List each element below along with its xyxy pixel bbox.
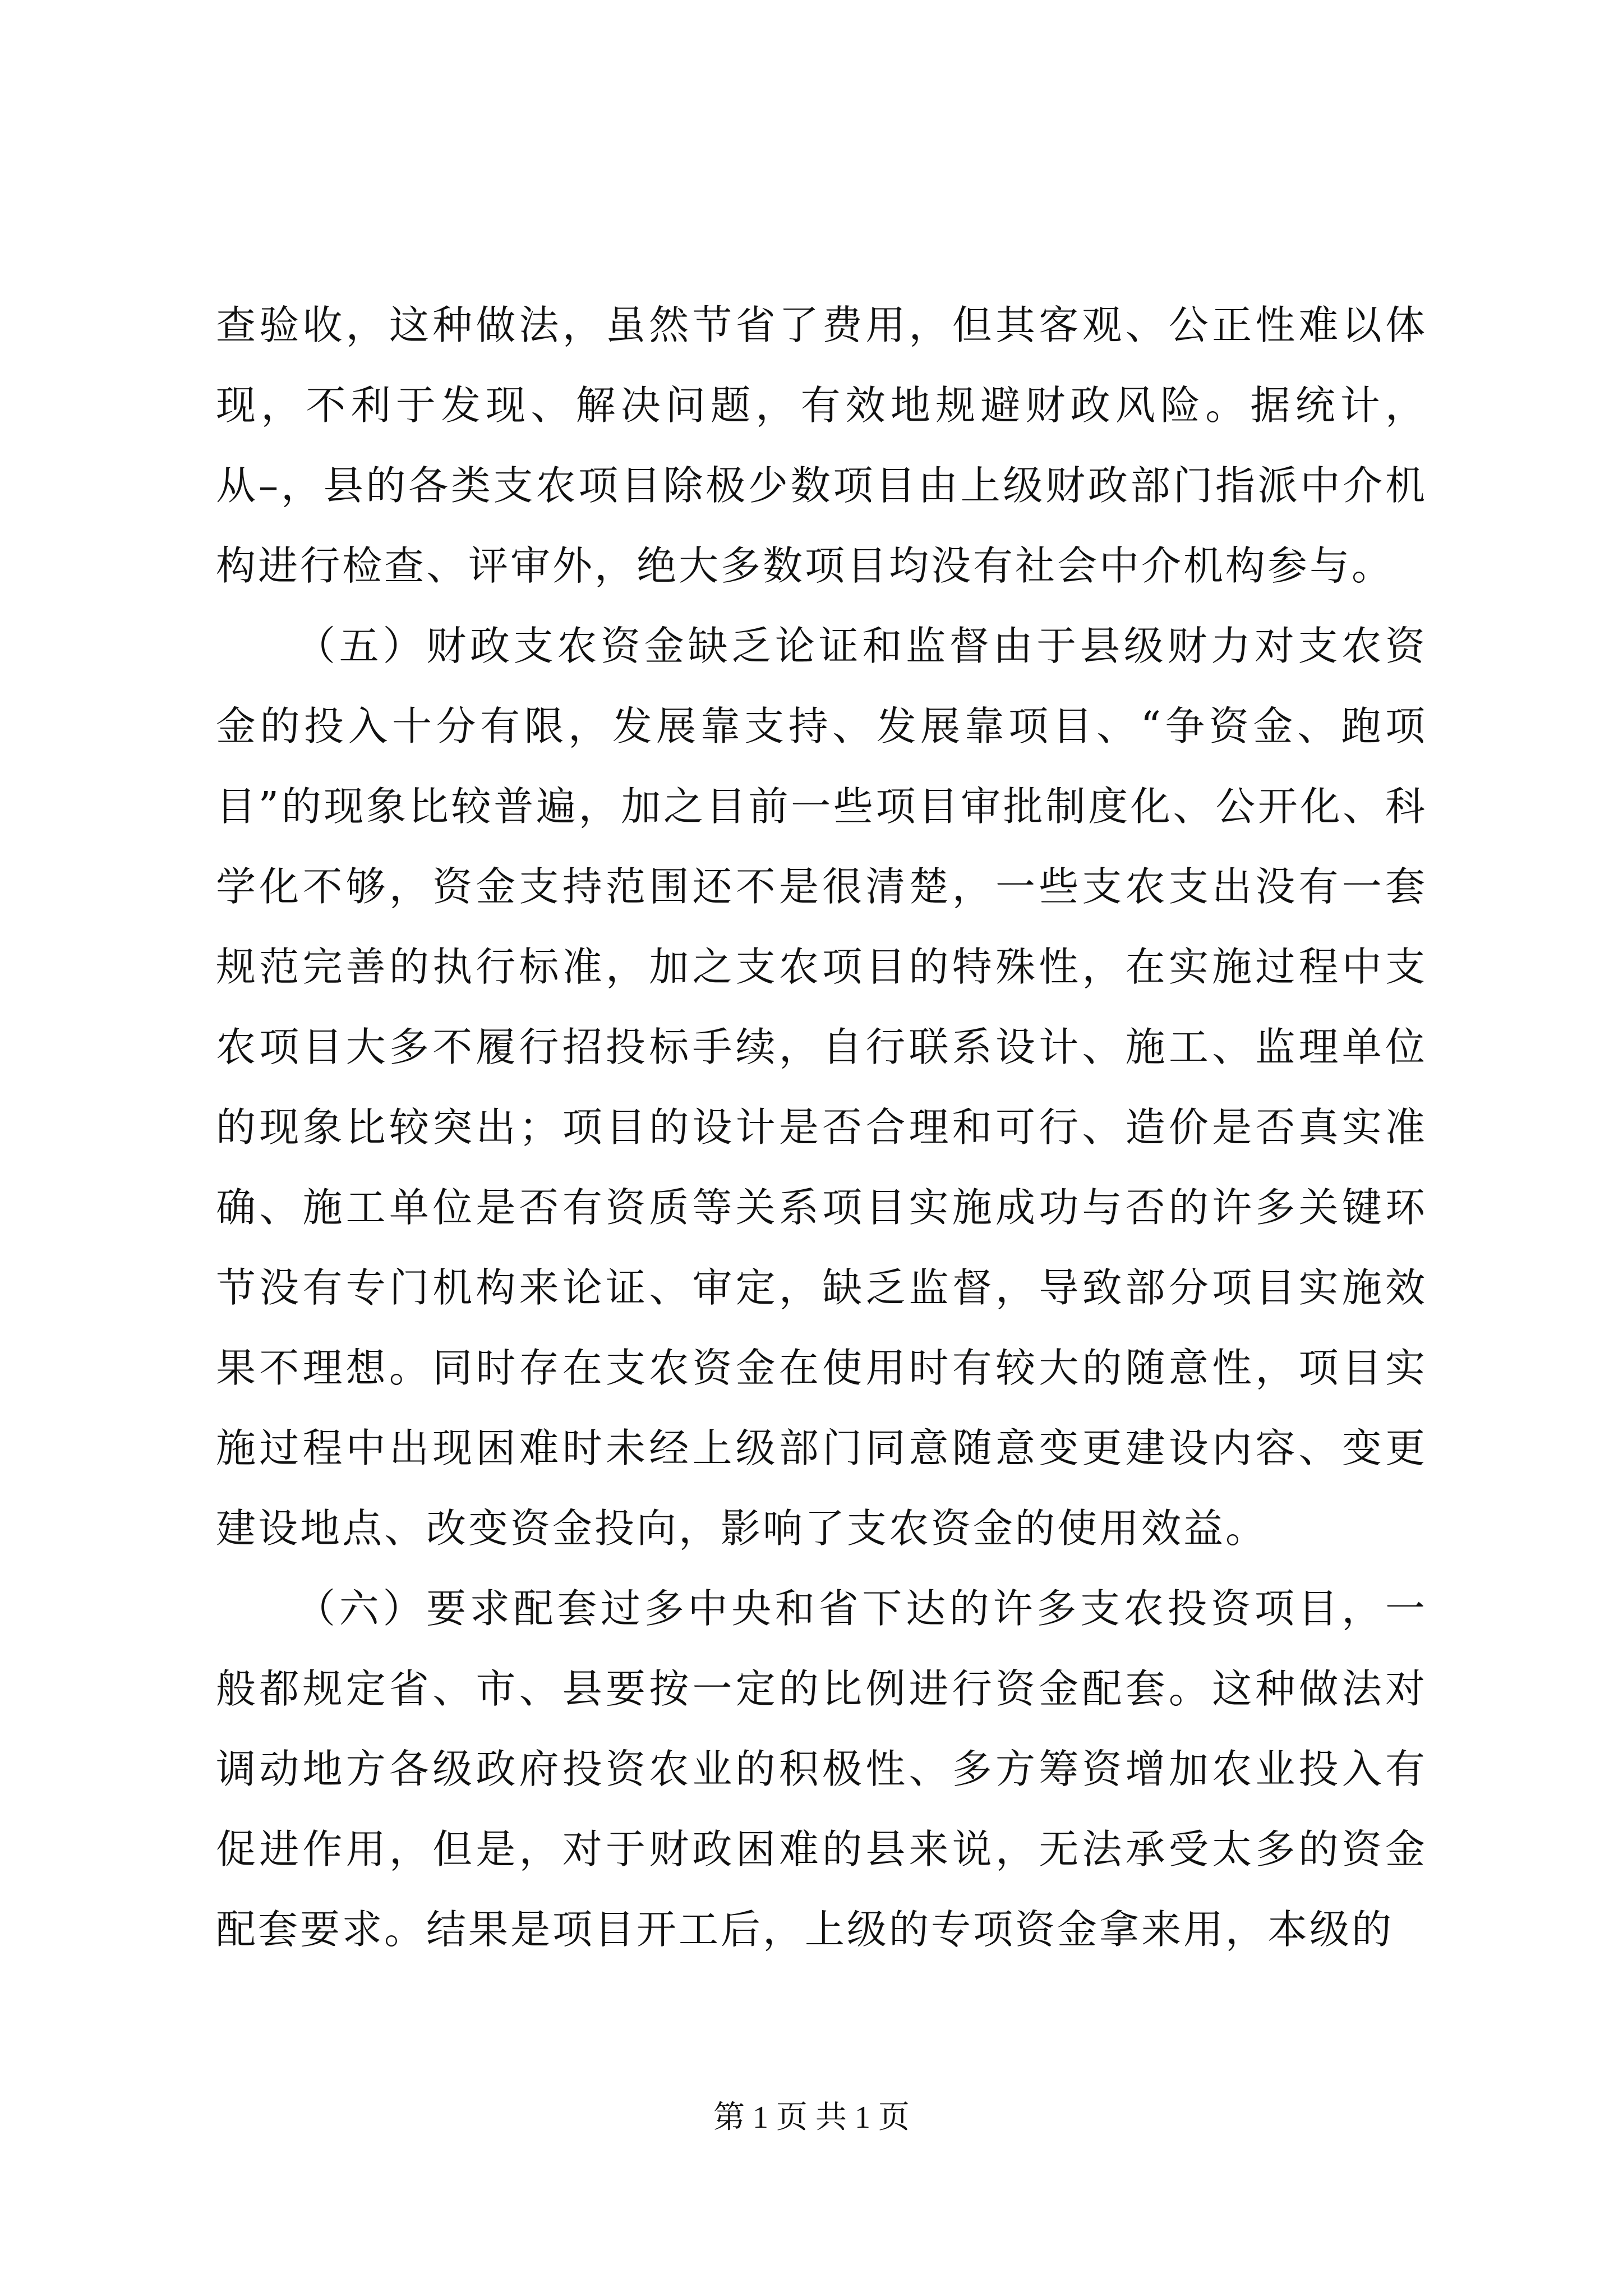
document-body bbox=[216, 285, 1427, 1970]
paragraph-3: （六）要求配套过多中央和省下达的许多支农投资项目，一般都规定省、市、县要按一定的比例进行资金配套。这种做法对调动地方各级政府投资农业的积极性、多方筹资增加农业投入有促进作用，但是，对于财政困难的县来说，无法承受太多的资金配套要求。结果是项目开工后，上级的专项资金拿来用，本级的 bbox=[216, 1585, 1427, 1953]
page-footer: 第 1 页 共 1 页 bbox=[713, 2100, 910, 2135]
paragraph-2: （五）财政支农资金缺乏论证和监督由于县级财力对支农资金的投入十分有限，发展靠支持、发展靠项目、“争资金、跑项目”的现象比较普遍，加之目前一些项目审批制度化、公开化、科学化不够，资金支持范围还不是很清楚，一些支农支出没有一套规范完善的执行标准，加之支农项目的特殊性，在实施过程中支农项目大多不履行招投标手续，自行联系设计、施工、监理单位的现象比较突出；项目的设计是否合理和可行、造价是否真实准确、施工单位是否有资质等关系项目实施成功与否的许多关键环节没有专门机构来论证、审定，缺乏监督，导致部分项目实施效果不理想。同时存在支农资金在使用时有较大的随意性，项目实施过程中出现困难时未经上级部门同意随意变更建设内容、变更建设地点、改变资金投向，影响了支农资金的使用效益。 bbox=[216, 623, 1427, 1552]
paragraph-1: 查验收，这种做法，虽然节省了费用，但其客观、公正性难以体现，不利于发现、解决问题，有效地规避财政风险。据统计，从–，县的各类支农项目除极少数项目由上级财政部门指派中介机构进行检查、评审外，绝大多数项目均没有社会中介机构参与。 bbox=[216, 302, 1427, 589]
